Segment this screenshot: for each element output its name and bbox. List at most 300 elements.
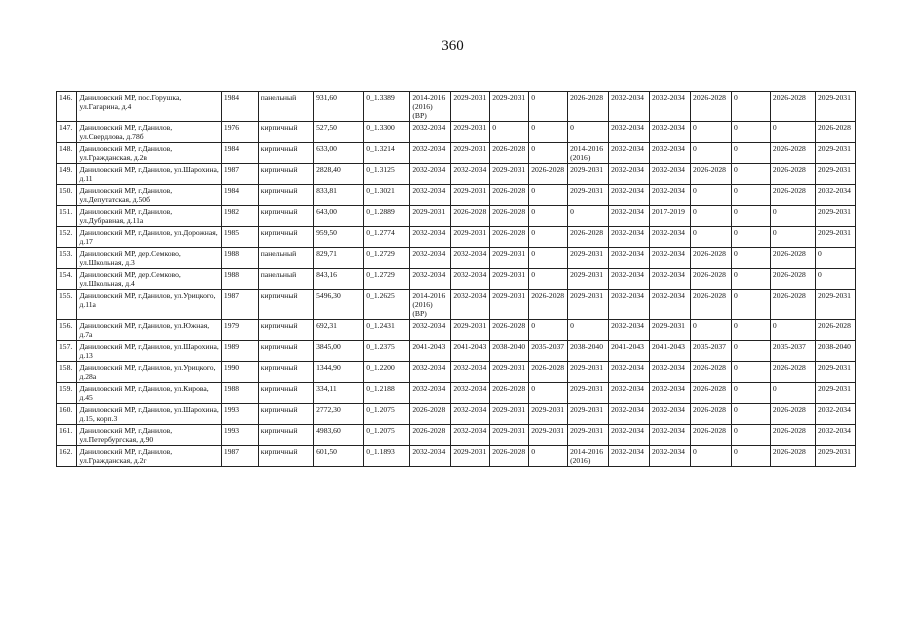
cell-term-2: 2041-2043 [451,341,490,362]
cell-term-5: 0 [568,320,609,341]
cell-term-4: 0 [529,185,568,206]
cell-term-3: 2029-2031 [490,248,529,269]
cell-term-4: 2029-2031 [529,425,568,446]
cell-address: Даниловский МР, г.Данилов, ул.Кирова, д.45 [77,383,221,404]
table-row [57,404,856,425]
cell-year-built: 1984 [221,92,258,122]
cell-term-11: 2029-2031 [815,362,855,383]
cell-term-7: 2032-2034 [650,227,691,248]
cell-term-4: 2035-2037 [529,341,568,362]
cell-area: 3845,00 [314,341,364,362]
cell-area: 1344,90 [314,362,364,383]
cell-term-8: 0 [691,143,732,164]
cell-area: 5496,30 [314,290,364,320]
cell-term-3: 2038-2040 [490,341,529,362]
cell-term-5: 2026-2028 [568,227,609,248]
cell-term-11: 2029-2031 [815,383,855,404]
cell-term-6: 2032-2034 [609,446,650,467]
table-row [57,446,856,467]
cell-term-11: 2029-2031 [815,446,855,467]
cell-house-code: 0_1.3021 [364,185,410,206]
cell-term-10: 0 [770,320,815,341]
cell-term-7: 2032-2034 [650,425,691,446]
cell-term-11: 0 [815,269,855,290]
cell-term-7: 2032-2034 [650,362,691,383]
cell-term-1: 2032-2034 [410,320,451,341]
cell-row-number: 155. [57,290,77,320]
cell-term-9: 0 [731,341,770,362]
cell-term-6: 2032-2034 [609,269,650,290]
cell-term-5: 2029-2031 [568,383,609,404]
cell-term-7: 2032-2034 [650,290,691,320]
cell-wall-material: панельный [258,92,313,122]
cell-wall-material: кирпичный [258,341,313,362]
cell-term-2: 2032-2034 [451,362,490,383]
cell-wall-material: панельный [258,269,313,290]
cell-term-5: 2029-2031 [568,362,609,383]
cell-house-code: 0_1.2200 [364,362,410,383]
cell-year-built: 1985 [221,227,258,248]
cell-address: Даниловский МР, г.Данилов, ул.Южная, д.7а [77,320,221,341]
cell-wall-material: кирпичный [258,446,313,467]
cell-term-1: 2032-2034 [410,269,451,290]
table-row [57,248,856,269]
cell-area: 692,31 [314,320,364,341]
cell-wall-material: кирпичный [258,206,313,227]
housing-registry-table [56,91,856,467]
cell-term-9: 0 [731,320,770,341]
cell-row-number: 160. [57,404,77,425]
cell-term-8: 0 [691,185,732,206]
cell-term-7: 2032-2034 [650,143,691,164]
cell-term-7: 2032-2034 [650,248,691,269]
cell-term-7: 2017-2019 [650,206,691,227]
cell-area: 527,50 [314,122,364,143]
cell-term-3: 2029-2031 [490,164,529,185]
cell-term-9: 0 [731,248,770,269]
cell-address: Даниловский МР, г.Данилов, ул.Дубравная, д.11а [77,206,221,227]
cell-row-number: 153. [57,248,77,269]
cell-term-1: 2032-2034 [410,164,451,185]
cell-term-7: 2032-2034 [650,164,691,185]
cell-row-number: 147. [57,122,77,143]
cell-term-11: 2032-2034 [815,404,855,425]
cell-area: 829,71 [314,248,364,269]
table-row [57,227,856,248]
cell-term-8: 0 [691,446,732,467]
cell-area: 2772,30 [314,404,364,425]
cell-term-4: 0 [529,227,568,248]
cell-house-code: 0_1.2889 [364,206,410,227]
cell-term-4: 0 [529,206,568,227]
cell-term-2: 2032-2034 [451,290,490,320]
cell-term-2: 2029-2031 [451,143,490,164]
cell-house-code: 0_1.2075 [364,425,410,446]
cell-row-number: 146. [57,92,77,122]
cell-wall-material: кирпичный [258,290,313,320]
cell-year-built: 1979 [221,320,258,341]
cell-term-10: 2026-2028 [770,143,815,164]
cell-area: 633,00 [314,143,364,164]
cell-area: 601,50 [314,446,364,467]
cell-address: Даниловский МР, г.Данилов, ул.Петербургская, д.90 [77,425,221,446]
cell-term-4: 0 [529,446,568,467]
cell-term-4: 2026-2028 [529,290,568,320]
cell-term-6: 2032-2034 [609,122,650,143]
cell-address: Даниловский МР, г.Данилов, ул.Свердлова, д.78б [77,122,221,143]
cell-term-1: 2032-2034 [410,362,451,383]
cell-term-5: 0 [568,122,609,143]
cell-term-5: 2038-2040 [568,341,609,362]
cell-term-11: 2026-2028 [815,122,855,143]
cell-term-10: 2026-2028 [770,248,815,269]
cell-house-code: 0_1.2625 [364,290,410,320]
cell-area: 4983,60 [314,425,364,446]
cell-house-code: 0_1.3214 [364,143,410,164]
cell-term-6: 2032-2034 [609,227,650,248]
cell-year-built: 1976 [221,122,258,143]
cell-term-8: 2026-2028 [691,269,732,290]
cell-address: Даниловский МР, дер.Семково, ул.Школьная, д.4 [77,269,221,290]
cell-term-11: 2029-2031 [815,164,855,185]
cell-term-3: 2029-2031 [490,269,529,290]
cell-term-9: 0 [731,143,770,164]
cell-wall-material: кирпичный [258,227,313,248]
cell-term-3: 2029-2031 [490,362,529,383]
cell-row-number: 158. [57,362,77,383]
cell-term-6: 2032-2034 [609,404,650,425]
cell-term-7: 2041-2043 [650,341,691,362]
cell-term-1: 2032-2034 [410,122,451,143]
cell-address: Даниловский МР, пос.Горушка, ул.Гагарина, д.4 [77,92,221,122]
cell-term-10: 0 [770,227,815,248]
cell-row-number: 156. [57,320,77,341]
cell-term-8: 2026-2028 [691,404,732,425]
cell-term-11: 2032-2034 [815,425,855,446]
cell-term-7: 2032-2034 [650,269,691,290]
cell-term-9: 0 [731,206,770,227]
cell-term-8: 2026-2028 [691,362,732,383]
cell-term-9: 0 [731,425,770,446]
cell-term-2: 2029-2031 [451,92,490,122]
cell-term-7: 2032-2034 [650,404,691,425]
table-row [57,92,856,122]
cell-term-2: 2029-2031 [451,122,490,143]
cell-year-built: 1987 [221,164,258,185]
cell-area: 843,16 [314,269,364,290]
cell-term-11: 0 [815,248,855,269]
cell-term-9: 0 [731,383,770,404]
cell-term-10: 2026-2028 [770,362,815,383]
table-row [57,164,856,185]
cell-term-2: 2032-2034 [451,164,490,185]
cell-house-code: 0_1.2774 [364,227,410,248]
cell-term-10: 0 [770,383,815,404]
cell-term-1: 2032-2034 [410,227,451,248]
cell-house-code: 0_1.2188 [364,383,410,404]
cell-wall-material: панельный [258,248,313,269]
cell-term-2: 2032-2034 [451,248,490,269]
cell-house-code: 0_1.2075 [364,404,410,425]
cell-address: Даниловский МР, г.Данилов, ул.Гражданская, д.2в [77,143,221,164]
cell-term-10: 2026-2028 [770,164,815,185]
cell-term-6: 2032-2034 [609,206,650,227]
cell-term-9: 0 [731,269,770,290]
cell-term-10: 2026-2028 [770,185,815,206]
cell-wall-material: кирпичный [258,143,313,164]
cell-term-9: 0 [731,92,770,122]
cell-wall-material: кирпичный [258,383,313,404]
cell-row-number: 162. [57,446,77,467]
cell-term-1: 2026-2028 [410,404,451,425]
cell-term-3: 2026-2028 [490,227,529,248]
cell-term-9: 0 [731,290,770,320]
cell-term-8: 2026-2028 [691,248,732,269]
table-body [57,92,856,467]
cell-term-8: 0 [691,206,732,227]
cell-term-4: 0 [529,92,568,122]
cell-area: 931,60 [314,92,364,122]
cell-term-10: 2026-2028 [770,269,815,290]
cell-term-2: 2026-2028 [451,206,490,227]
cell-term-10: 2026-2028 [770,446,815,467]
cell-term-2: 2032-2034 [451,404,490,425]
cell-term-1: 2032-2034 [410,143,451,164]
cell-term-10: 2026-2028 [770,404,815,425]
table-row [57,185,856,206]
cell-term-5: 2029-2031 [568,164,609,185]
cell-house-code: 0_1.3389 [364,92,410,122]
cell-term-2: 2029-2031 [451,446,490,467]
cell-term-9: 0 [731,446,770,467]
cell-year-built: 1982 [221,206,258,227]
cell-term-6: 2032-2034 [609,185,650,206]
cell-term-5: 2026-2028 [568,92,609,122]
cell-year-built: 1993 [221,425,258,446]
cell-row-number: 161. [57,425,77,446]
cell-wall-material: кирпичный [258,320,313,341]
table-row [57,383,856,404]
cell-house-code: 0_1.2375 [364,341,410,362]
cell-term-7: 2029-2031 [650,320,691,341]
cell-house-code: 0_1.3300 [364,122,410,143]
table-row [57,362,856,383]
cell-term-4: 0 [529,143,568,164]
cell-term-6: 2032-2034 [609,362,650,383]
cell-area: 2828,40 [314,164,364,185]
cell-term-8: 2026-2028 [691,164,732,185]
cell-area: 334,11 [314,383,364,404]
cell-row-number: 152. [57,227,77,248]
table-row [57,269,856,290]
cell-term-1: 2032-2034 [410,185,451,206]
cell-year-built: 1988 [221,248,258,269]
cell-term-8: 2026-2028 [691,383,732,404]
cell-term-9: 0 [731,185,770,206]
cell-term-9: 0 [731,164,770,185]
cell-address: Даниловский МР, г.Данилов, ул.Дорожная, д.17 [77,227,221,248]
cell-term-5: 2029-2031 [568,248,609,269]
cell-address: Даниловский МР, г.Данилов, ул.Шарохина, д.11 [77,164,221,185]
cell-term-4: 2026-2028 [529,362,568,383]
cell-row-number: 149. [57,164,77,185]
cell-year-built: 1989 [221,341,258,362]
cell-term-7: 2032-2034 [650,92,691,122]
cell-term-6: 2032-2034 [609,320,650,341]
cell-term-5: 0 [568,206,609,227]
cell-term-2: 2032-2034 [451,383,490,404]
cell-term-4: 0 [529,269,568,290]
cell-term-1: 2032-2034 [410,446,451,467]
cell-wall-material: кирпичный [258,122,313,143]
cell-term-3: 2026-2028 [490,383,529,404]
cell-term-6: 2032-2034 [609,290,650,320]
cell-term-3: 0 [490,122,529,143]
cell-row-number: 157. [57,341,77,362]
cell-term-8: 2026-2028 [691,425,732,446]
cell-term-3: 2029-2031 [490,290,529,320]
cell-area: 643,00 [314,206,364,227]
cell-address: Даниловский МР, г.Данилов, ул.Урицкого, д.11а [77,290,221,320]
cell-term-3: 2026-2028 [490,446,529,467]
table-row [57,206,856,227]
cell-term-3: 2026-2028 [490,185,529,206]
cell-term-4: 0 [529,383,568,404]
cell-term-1: 2041-2043 [410,341,451,362]
cell-term-6: 2032-2034 [609,92,650,122]
cell-house-code: 0_1.2729 [364,248,410,269]
cell-term-2: 2029-2031 [451,227,490,248]
cell-term-5: 2029-2031 [568,185,609,206]
table-row [57,320,856,341]
cell-term-6: 2032-2034 [609,143,650,164]
cell-area: 833,81 [314,185,364,206]
cell-wall-material: кирпичный [258,404,313,425]
cell-year-built: 1990 [221,362,258,383]
cell-term-7: 2032-2034 [650,122,691,143]
cell-area: 959,50 [314,227,364,248]
cell-year-built: 1984 [221,185,258,206]
cell-term-6: 2041-2043 [609,341,650,362]
cell-term-7: 2032-2034 [650,383,691,404]
cell-term-1: 2026-2028 [410,425,451,446]
cell-term-11: 2032-2034 [815,185,855,206]
cell-house-code: 0_1.2729 [364,269,410,290]
cell-year-built: 1987 [221,446,258,467]
cell-year-built: 1993 [221,404,258,425]
cell-term-1: 2032-2034 [410,248,451,269]
cell-address: Даниловский МР, г.Данилов, ул.Шарохина, д.15, корп.3 [77,404,221,425]
cell-address: Даниловский МР, дер.Семково, ул.Школьная, д.3 [77,248,221,269]
cell-term-5: 2014-2016 (2016) [568,446,609,467]
cell-year-built: 1988 [221,269,258,290]
cell-address: Даниловский МР, г.Данилов, ул.Гражданская, д.2г [77,446,221,467]
cell-row-number: 148. [57,143,77,164]
cell-term-9: 0 [731,404,770,425]
cell-term-4: 0 [529,122,568,143]
cell-year-built: 1987 [221,290,258,320]
cell-row-number: 151. [57,206,77,227]
cell-term-11: 2029-2031 [815,92,855,122]
cell-term-5: 2029-2031 [568,269,609,290]
cell-term-7: 2032-2034 [650,446,691,467]
cell-term-10: 2026-2028 [770,92,815,122]
cell-term-10: 0 [770,122,815,143]
cell-term-9: 0 [731,227,770,248]
cell-term-4: 2026-2028 [529,164,568,185]
cell-term-2: 2032-2034 [451,425,490,446]
page-number: 360 [441,38,464,54]
cell-term-3: 2029-2031 [490,404,529,425]
cell-term-10: 2035-2037 [770,341,815,362]
cell-term-6: 2032-2034 [609,164,650,185]
cell-house-code: 0_1.3125 [364,164,410,185]
cell-term-11: 2029-2031 [815,227,855,248]
cell-term-10: 2026-2028 [770,290,815,320]
cell-term-9: 0 [731,122,770,143]
cell-term-5: 2014-2016 (2016) [568,143,609,164]
cell-address: Даниловский МР, г.Данилов, ул.Депутатская, д.50б [77,185,221,206]
cell-wall-material: кирпичный [258,425,313,446]
cell-term-3: 2026-2028 [490,143,529,164]
cell-wall-material: кирпичный [258,185,313,206]
cell-term-9: 0 [731,362,770,383]
cell-term-3: 2026-2028 [490,320,529,341]
cell-term-5: 2029-2031 [568,425,609,446]
cell-term-2: 2032-2034 [451,269,490,290]
cell-term-8: 0 [691,122,732,143]
table-row [57,143,856,164]
cell-term-4: 2029-2031 [529,404,568,425]
cell-house-code: 0_1.1893 [364,446,410,467]
cell-term-6: 2032-2034 [609,425,650,446]
cell-term-11: 2029-2031 [815,290,855,320]
cell-term-8: 2026-2028 [691,290,732,320]
cell-year-built: 1984 [221,143,258,164]
cell-term-11: 2026-2028 [815,320,855,341]
cell-term-6: 2032-2034 [609,248,650,269]
cell-term-5: 2029-2031 [568,404,609,425]
cell-term-4: 0 [529,248,568,269]
cell-row-number: 154. [57,269,77,290]
table-row [57,425,856,446]
cell-term-11: 2029-2031 [815,206,855,227]
cell-term-7: 2032-2034 [650,185,691,206]
cell-term-3: 2029-2031 [490,425,529,446]
cell-term-4: 0 [529,320,568,341]
cell-address: Даниловский МР, г.Данилов, ул.Шарохина, д.13 [77,341,221,362]
cell-term-11: 2038-2040 [815,341,855,362]
cell-term-2: 2029-2031 [451,320,490,341]
table-row [57,122,856,143]
cell-term-10: 0 [770,206,815,227]
cell-house-code: 0_1.2431 [364,320,410,341]
cell-row-number: 150. [57,185,77,206]
cell-year-built: 1988 [221,383,258,404]
cell-term-5: 2029-2031 [568,290,609,320]
cell-term-3: 2026-2028 [490,206,529,227]
cell-term-1: 2029-2031 [410,206,451,227]
cell-address: Даниловский МР, г.Данилов, ул.Урицкого, д.28а [77,362,221,383]
cell-term-8: 0 [691,320,732,341]
cell-term-1: 2014-2016 (2016) (ВР) [410,92,451,122]
cell-term-8: 2035-2037 [691,341,732,362]
cell-term-2: 2029-2031 [451,185,490,206]
cell-term-8: 0 [691,227,732,248]
cell-term-6: 2032-2034 [609,383,650,404]
cell-term-3: 2029-2031 [490,92,529,122]
cell-term-10: 2026-2028 [770,425,815,446]
